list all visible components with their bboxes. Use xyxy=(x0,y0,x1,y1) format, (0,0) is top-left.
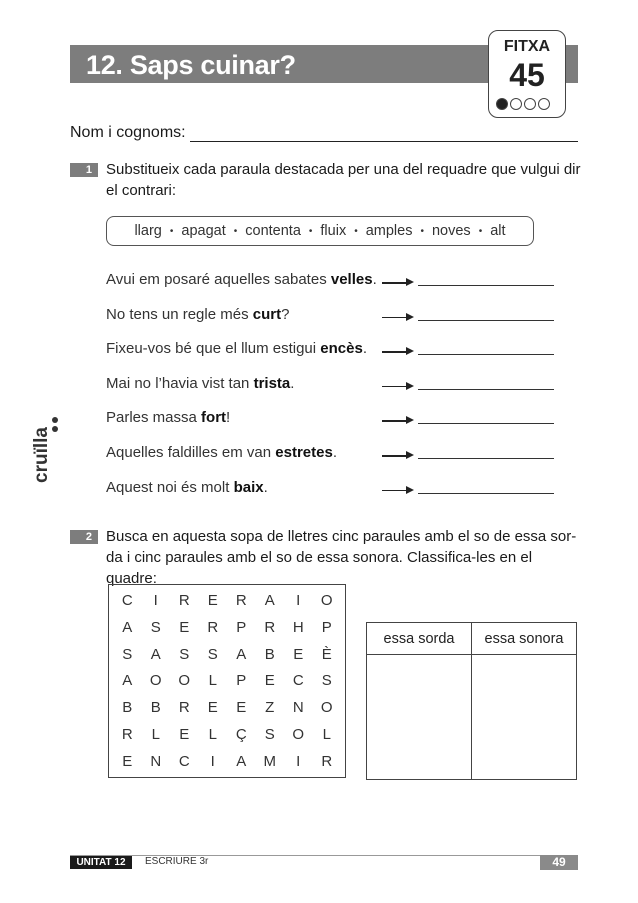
grid-letter[interactable]: N xyxy=(150,753,162,771)
sentence-item xyxy=(106,409,230,426)
exercise-2-number: 2 xyxy=(70,530,98,544)
grid-letter[interactable]: R xyxy=(121,726,133,744)
sentence-item xyxy=(106,306,289,323)
bullet-separator: • xyxy=(308,225,313,237)
grid-letter[interactable]: P xyxy=(321,618,332,636)
sentence-punctuation: ? xyxy=(281,305,290,323)
sentence-item xyxy=(106,340,367,357)
sentence-item xyxy=(106,479,268,496)
word-bank xyxy=(106,216,534,246)
sentence-text: Mai no l’havia vist tan xyxy=(106,374,254,392)
page-title: 12. Saps cuinar? xyxy=(86,50,296,80)
difficulty-dots xyxy=(496,98,560,112)
grid-letter[interactable]: R xyxy=(178,699,190,717)
grid-letter[interactable]: E xyxy=(207,699,218,717)
sentence-punctuation: . xyxy=(263,478,268,496)
grid-letter[interactable]: I xyxy=(296,753,301,771)
sentence-text: Avui em posaré aquelles sabates xyxy=(106,271,331,288)
instruction-line: Busca en aquesta sopa de lletres cinc paraules amb el so de essa sor- xyxy=(106,528,577,545)
grid-letter[interactable]: L xyxy=(322,726,331,744)
grid-letter[interactable]: B xyxy=(150,699,161,717)
arrow-right-icon xyxy=(382,490,414,492)
sentence-text: Fixeu-vos bé que el llum estigui xyxy=(106,340,321,358)
grid-letter[interactable]: E xyxy=(122,753,133,771)
difficulty-dot xyxy=(496,98,508,110)
sentence-text: Aquelles faldilles em van xyxy=(106,444,276,461)
word-search-grid xyxy=(108,584,346,778)
grid-letter[interactable]: I xyxy=(153,591,158,609)
sentence-item xyxy=(106,375,294,392)
grid-letter[interactable]: È xyxy=(321,645,332,663)
highlighted-word: velles xyxy=(330,271,373,288)
grid-letter[interactable]: E xyxy=(236,699,247,717)
instruction-line: el contrari: xyxy=(106,182,177,199)
footer-book-title: ESCRIURE 3r xyxy=(145,856,209,867)
sentence-item xyxy=(106,271,377,288)
highlighted-word: encès xyxy=(320,340,363,358)
answer-line[interactable] xyxy=(418,458,554,459)
grid-letter[interactable]: L xyxy=(208,672,217,690)
instruction-line: da i cinc paraules amb el so de essa sonora. Classifica-les en el quadre: xyxy=(106,549,533,587)
grid-letter[interactable]: A xyxy=(236,645,247,663)
exercise-1-number: 1 xyxy=(70,163,98,177)
sentence-punctuation: ! xyxy=(226,409,231,427)
grid-letter[interactable]: P xyxy=(236,618,247,636)
word-bank-item: noves xyxy=(431,223,471,239)
table-header-essa-sonora: essa sonora xyxy=(472,623,577,655)
grid-letter[interactable]: A xyxy=(122,618,133,636)
grid-letter[interactable]: S xyxy=(321,672,332,690)
highlighted-word: curt xyxy=(252,305,282,323)
arrow-right-icon xyxy=(382,455,414,457)
grid-letter[interactable]: I xyxy=(296,591,301,609)
sentence-punctuation: . xyxy=(332,444,337,461)
grid-letter[interactable]: S xyxy=(264,726,275,744)
sentence-text: Aquest noi és molt xyxy=(106,478,234,496)
difficulty-dot xyxy=(510,98,522,110)
grid-letter[interactable]: R xyxy=(321,753,333,771)
grid-letter[interactable]: C xyxy=(178,753,190,771)
grid-letter[interactable]: H xyxy=(292,618,304,636)
sentence-punctuation: . xyxy=(362,340,367,358)
grid-letter[interactable]: E xyxy=(207,591,218,609)
difficulty-dot xyxy=(524,98,536,110)
grid-letter[interactable]: N xyxy=(292,699,304,717)
answer-line[interactable] xyxy=(418,389,554,390)
sentence-item xyxy=(106,444,337,461)
fitxa-label: FITXA xyxy=(503,38,551,55)
difficulty-dot xyxy=(538,98,550,110)
grid-letter[interactable]: I xyxy=(210,753,215,771)
exercise-1-instruction xyxy=(106,159,586,201)
exercise-2-instruction xyxy=(106,526,586,589)
grid-letter[interactable]: L xyxy=(208,726,217,744)
grid-letter[interactable]: A xyxy=(264,591,275,609)
classification-table xyxy=(366,622,577,780)
grid-letter[interactable]: C xyxy=(121,591,133,609)
name-label: Nom i cognoms: xyxy=(70,124,186,141)
arrow-right-icon xyxy=(382,420,414,422)
grid-letter[interactable]: S xyxy=(122,645,133,663)
answer-line[interactable] xyxy=(418,354,554,355)
word-bank-item: alt xyxy=(490,223,506,239)
grid-letter[interactable]: S xyxy=(207,645,218,663)
answer-line[interactable] xyxy=(418,493,554,494)
word-bank-item: contenta xyxy=(245,223,301,239)
grid-letter[interactable]: E xyxy=(264,672,275,690)
answer-line[interactable] xyxy=(418,320,554,321)
grid-letter[interactable]: R xyxy=(264,618,276,636)
grid-letter[interactable]: O xyxy=(320,591,333,609)
cruilla-logo-icon xyxy=(20,415,60,485)
bullet-separator: • xyxy=(233,225,238,237)
grid-letter[interactable]: E xyxy=(293,645,304,663)
table-header-essa-sorda: essa sorda xyxy=(367,623,472,655)
sentence-punctuation: . xyxy=(372,271,377,288)
bullet-separator: • xyxy=(169,225,174,237)
bullet-separator: • xyxy=(478,225,483,237)
grid-letter[interactable]: C xyxy=(292,672,304,690)
table-cell-essa-sorda[interactable] xyxy=(367,655,472,780)
fitxa-number: 45 xyxy=(509,57,545,93)
page-number: 49 xyxy=(540,855,578,870)
grid-letter[interactable]: B xyxy=(122,699,133,717)
highlighted-word: fort xyxy=(201,409,227,427)
highlighted-word: trista xyxy=(253,374,291,392)
grid-letter[interactable]: R xyxy=(207,618,219,636)
grid-letter[interactable]: Ç xyxy=(235,726,247,744)
grid-letter[interactable]: O xyxy=(149,672,162,690)
grid-letter[interactable]: S xyxy=(150,618,161,636)
word-bank-item: fluix xyxy=(320,223,347,239)
brand-text: cruïlla xyxy=(31,427,52,483)
arrow-right-icon xyxy=(382,351,414,353)
arrow-right-icon xyxy=(382,386,414,388)
highlighted-word: estretes xyxy=(275,444,333,461)
sentence-punctuation: . xyxy=(290,374,295,392)
answer-line[interactable] xyxy=(418,423,554,424)
grid-letter[interactable]: A xyxy=(150,645,161,663)
word-bank-item: apagat xyxy=(181,223,226,239)
grid-letter[interactable]: O xyxy=(320,699,333,717)
word-bank-item: amples xyxy=(365,223,413,239)
grid-letter[interactable]: O xyxy=(178,672,191,690)
highlighted-word: baix xyxy=(233,478,264,496)
bullet-separator: • xyxy=(354,225,358,237)
instruction-line: Substitueix cada paraula destacada per una del requadre que vulgui dir xyxy=(106,161,581,178)
grid-letter[interactable]: A xyxy=(236,753,247,771)
grid-letter[interactable]: P xyxy=(236,672,247,690)
grid-letter[interactable]: R xyxy=(235,591,247,609)
grid-letter[interactable]: Z xyxy=(265,699,275,717)
bullet-separator: • xyxy=(420,225,424,237)
arrow-right-icon xyxy=(382,317,414,319)
grid-letter[interactable]: E xyxy=(179,618,190,636)
grid-letter[interactable]: A xyxy=(122,672,133,690)
sentence-text: No tens un regle més xyxy=(106,305,253,323)
grid-letter[interactable]: O xyxy=(292,726,305,744)
grid-letter[interactable]: L xyxy=(151,726,160,744)
unit-badge: UNITAT 12 xyxy=(70,856,132,869)
arrow-right-icon xyxy=(382,282,414,284)
grid-letter[interactable]: E xyxy=(179,726,190,744)
grid-letter[interactable]: S xyxy=(179,645,190,663)
answer-line[interactable] xyxy=(418,285,554,286)
grid-letter[interactable]: R xyxy=(178,591,190,609)
grid-letter[interactable]: M xyxy=(263,753,276,771)
name-input-line[interactable] xyxy=(190,141,578,142)
table-cell-essa-sonora[interactable] xyxy=(472,655,577,780)
sentence-text: Parles massa xyxy=(106,409,202,427)
grid-letter[interactable]: B xyxy=(264,645,275,663)
word-bank-item: llarg xyxy=(134,223,162,239)
